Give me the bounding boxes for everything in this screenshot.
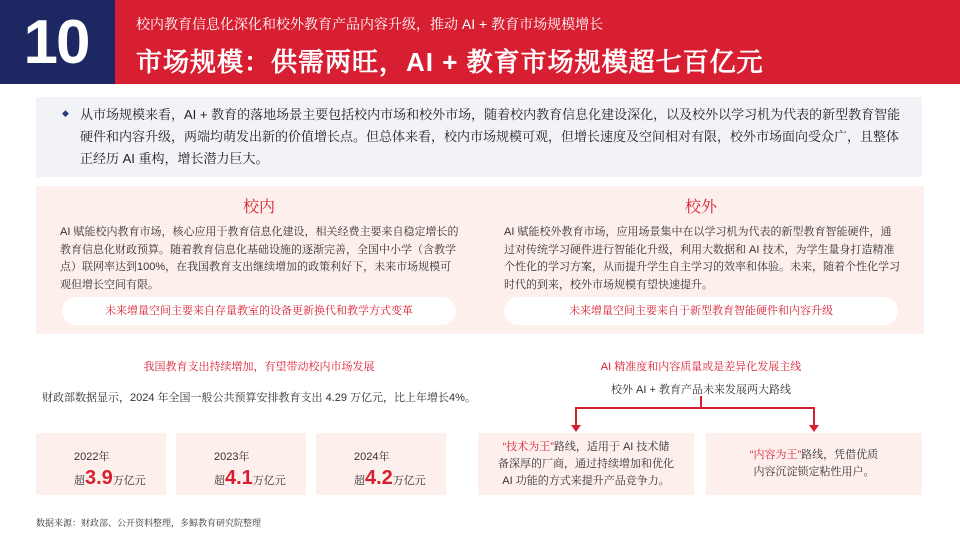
arrow-down-icon — [809, 425, 819, 432]
header-subtitle: 校内教育信息化深化和校外教育产品内容升级，推动 AI + 教育市场规模增长 — [136, 16, 604, 32]
in-school-text: AI 赋能校内教育市场，核心应用于教育信息化建设，相关经费主要来自稳定增长的教育信息化财政预算。随着教育信息化基础设施的逐渐完善，全国中小学（含教学点）联网率达到100%，在我国教育支出继续增加的政策利好下，未来市场规模可观但增长空间有限。 — [60, 226, 459, 291]
connector-bar — [575, 407, 815, 409]
section-number: 10 — [23, 8, 89, 77]
intro-text: 从市场规模来看，AI + 教育的落地场景主要包括校内市场和校外市场，随着校内教育信息化建设深化，以及校外以学习机为代表的新型教育智能硬件和内容升级，两端均萌发出新的价值增长点。但总体来看，校内市场规模可观，但增长速度及空间相对有限，校外市场面向受众广，且整体正经历 AI 重构，增长潜力巨大。 — [80, 107, 901, 166]
diamond-bullet-icon: ◆ — [62, 108, 69, 118]
routes-heading: AI 精准度和内容质量或是差异化发展主线 — [600, 361, 802, 373]
year-label: 2024年 — [354, 451, 390, 463]
year-value: 超3.9万亿元 — [74, 467, 146, 489]
connector-left — [575, 407, 577, 426]
in-school-title: 校内 — [242, 199, 275, 216]
year-label: 2022年 — [74, 451, 110, 463]
route-content-text: “内容为王”路线，凭借优质 内容沉淀锁定粘性用户。 — [749, 449, 879, 478]
spending-heading: 我国教育支出持续增加，有望带动校内市场发展 — [143, 361, 375, 373]
off-school-text: AI 赋能校外教育市场，应用场景集中在以学习机为代表的新型教育智能硬件，通过对传统学习硬件进行智能化升级，利用大数据和 AI 技术，为学生量身打造精准个性化的学习方案，从而提升学生自主学习的效率和体验。未来，随着个性化学习时代的到来，校外市场规模有望快速提升。 — [504, 226, 900, 291]
in-school-pill: 未来增量空间主要来自存量教室的设备更新换代和教学方式变革 — [62, 297, 456, 325]
page-title: 市场规模：供需两旺，AI + 教育市场规模超七百亿元 — [136, 47, 764, 77]
year-value: 超4.2万亿元 — [354, 467, 426, 489]
off-school-pill: 未来增量空间主要来自于新型教育智能硬件和内容升级 — [504, 297, 898, 325]
route-tech-text: “技术为王”路线，适用于 AI 技术储 备深厚的厂商，通过持续增加和优化 AI 功能的方式来提升产品竞争力。 — [498, 441, 674, 487]
connector-right — [813, 407, 815, 426]
off-school-title: 校外 — [684, 199, 717, 216]
source-footnote: 数据来源：财政部、公开资料整理，多鲸教育研究院整理 — [36, 518, 262, 528]
year-label: 2023年 — [214, 451, 250, 463]
spending-text: 财政部数据显示，2024 年全国一般公共预算安排教育支出 4.29 万亿元，比上年增长4%。 — [42, 392, 476, 404]
routes-subheading: 校外 AI + 教育产品未来发展两大路线 — [611, 384, 791, 396]
arrow-down-icon — [571, 425, 581, 432]
year-value: 超4.1万亿元 — [214, 467, 286, 489]
